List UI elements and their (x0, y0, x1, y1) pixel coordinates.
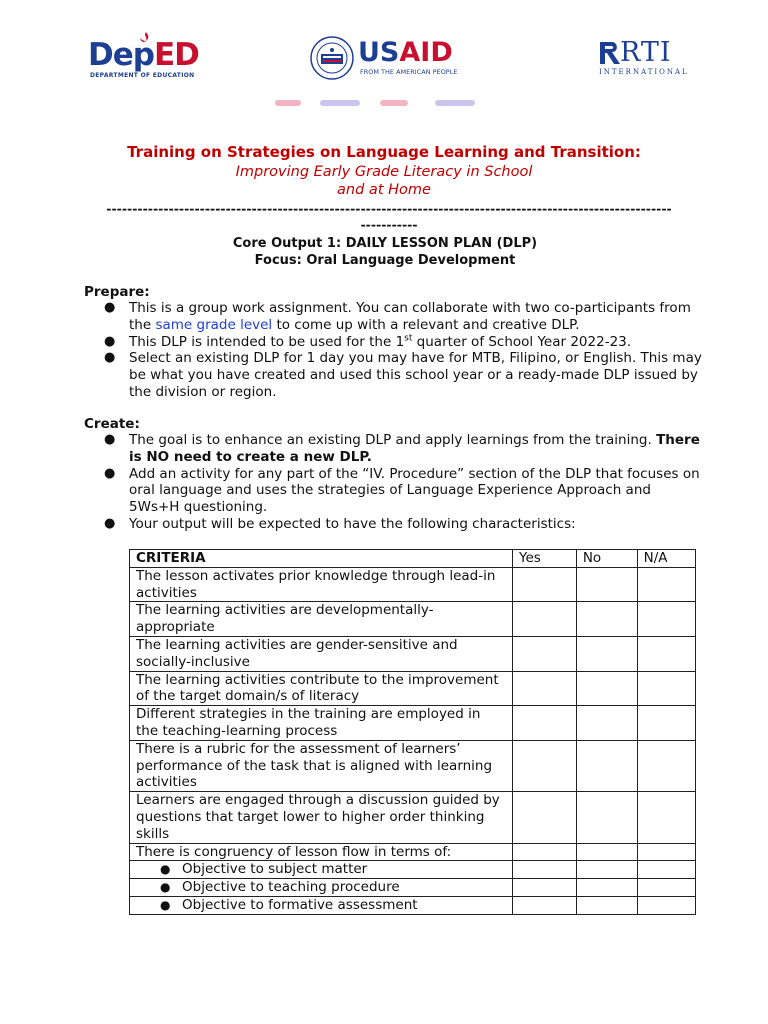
usaid-seal-icon (310, 36, 354, 80)
no-cell[interactable] (576, 861, 637, 879)
create-item-1: ● The goal is to enhance an existing DLP and apply learnings from the training. There is NO need to create a new DLP. (104, 432, 704, 466)
create-heading: Create: (84, 416, 140, 432)
yes-cell[interactable] (513, 671, 577, 706)
yes-cell[interactable] (513, 843, 577, 861)
usaid-wordmark: USAID (358, 37, 453, 68)
same-grade-level-text: same grade level (155, 316, 273, 333)
na-cell[interactable] (637, 843, 695, 861)
document-title: Training on Strategies on Language Learning and Transition: (127, 143, 641, 161)
yes-cell[interactable] (513, 861, 577, 879)
header-no: No (576, 550, 637, 568)
na-cell[interactable] (637, 636, 695, 671)
table-row: The lesson activates prior knowledge through lead-in activities (130, 567, 696, 602)
table-subrow: ● Objective to subject matter (130, 861, 696, 879)
prepare-list (104, 300, 704, 401)
create-list (104, 432, 704, 533)
bullet-icon: ● (160, 880, 171, 895)
table-subrow: ● Objective to formative assessment (130, 896, 696, 914)
no-cell[interactable] (576, 740, 637, 791)
no-cell[interactable] (576, 843, 637, 861)
core-output-heading (0, 235, 768, 269)
na-cell[interactable] (637, 861, 695, 879)
header-yes: Yes (513, 550, 577, 568)
table-row: There is a rubric for the assessment of learners’ performance of the task that is aligned with learning activities (130, 740, 696, 791)
no-cell[interactable] (576, 879, 637, 897)
subtitle-line-1: Improving Early Grade Literacy in School (235, 164, 533, 180)
logo-bar (0, 30, 768, 90)
rti-wordmark: RTI (620, 37, 672, 68)
table-header-row (130, 550, 696, 568)
prepare-item-2: ● This DLP is intended to be used for the 1st quarter of School Year 2022-23. (104, 334, 704, 351)
na-cell[interactable] (637, 671, 695, 706)
deped-logo (88, 38, 214, 84)
table-row: The learning activities contribute to the improvement of the target domain/s of literacy (130, 671, 696, 706)
na-cell[interactable] (637, 706, 695, 741)
dash-divider: ------------------------------------------------------------------------------------------------------------------------ (106, 201, 672, 232)
table-subrow: ● Objective to teaching procedure (130, 879, 696, 897)
bullet-icon: ● (160, 897, 171, 912)
deped-subtitle: DEPARTMENT OF EDUCATION (90, 72, 195, 79)
no-cell[interactable] (576, 567, 637, 602)
usaid-logo (310, 36, 460, 86)
table-row: Learners are engaged through a discussion guided by questions that target lower to higher order thinking skills (130, 792, 696, 843)
rti-subtitle: INTERNATIONAL (599, 68, 689, 76)
yes-cell[interactable] (513, 602, 577, 637)
na-cell[interactable] (637, 602, 695, 637)
prepare-item-3: ● Select an existing DLP for 1 day you may have for MTB, Filipino, or English. This may be what you have created and used this school year or a ready-made DLP issued by the division or region. (104, 350, 704, 400)
subtitle-line-2: and at Home (337, 182, 431, 198)
deped-wordmark: DepED (88, 37, 199, 73)
yes-cell[interactable] (513, 879, 577, 897)
table-row: The learning activities are gender-sensitive and socially-inclusive (130, 636, 696, 671)
create-item-3: ● Your output will be expected to have the following characteristics: (104, 516, 704, 533)
na-cell[interactable] (637, 879, 695, 897)
no-cell[interactable] (576, 896, 637, 914)
document-subtitle (0, 163, 768, 199)
table-row: Different strategies in the training are employed in the teaching-learning process (130, 706, 696, 741)
rti-logo (598, 37, 689, 86)
usaid-subtitle: FROM THE AMERICAN PEOPLE (360, 68, 458, 76)
no-cell[interactable] (576, 636, 637, 671)
na-cell[interactable] (637, 740, 695, 791)
yes-cell[interactable] (513, 896, 577, 914)
criteria-table (129, 549, 696, 915)
create-item-2: ● Add an activity for any part of the “IV. Procedure” section of the DLP that focuses on oral language and uses the strategies of Language Experience Approach and 5Ws+H questioning. (104, 466, 704, 516)
no-cell[interactable] (576, 671, 637, 706)
yes-cell[interactable] (513, 706, 577, 741)
prepare-item-1: ● This is a group work assignment. You can collaborate with two co-participants from the same grade level to come up with a relevant and creative DLP. (104, 300, 704, 334)
bullet-icon: ● (160, 862, 171, 877)
no-cell[interactable] (576, 602, 637, 637)
yes-cell[interactable] (513, 792, 577, 843)
yes-cell[interactable] (513, 636, 577, 671)
no-cell[interactable] (576, 706, 637, 741)
table-row: There is congruency of lesson flow in terms of: (130, 843, 696, 861)
prepare-heading: Prepare: (84, 284, 150, 300)
yes-cell[interactable] (513, 740, 577, 791)
header-na: N/A (637, 550, 695, 568)
no-new-dlp-note: There is NO need to create a new DLP. (129, 432, 700, 465)
rti-mark-icon (598, 40, 622, 66)
focus-title: Focus: Oral Language Development (254, 253, 516, 268)
header-criteria: CRITERIA (130, 550, 513, 568)
table-row: The learning activities are developmentally-appropriate (130, 602, 696, 637)
na-cell[interactable] (637, 896, 695, 914)
yes-cell[interactable] (513, 567, 577, 602)
no-cell[interactable] (576, 792, 637, 843)
na-cell[interactable] (637, 792, 695, 843)
faded-text-strip (270, 98, 510, 108)
core-output-title: Core Output 1: DAILY LESSON PLAN (DLP) (232, 236, 538, 251)
na-cell[interactable] (637, 567, 695, 602)
